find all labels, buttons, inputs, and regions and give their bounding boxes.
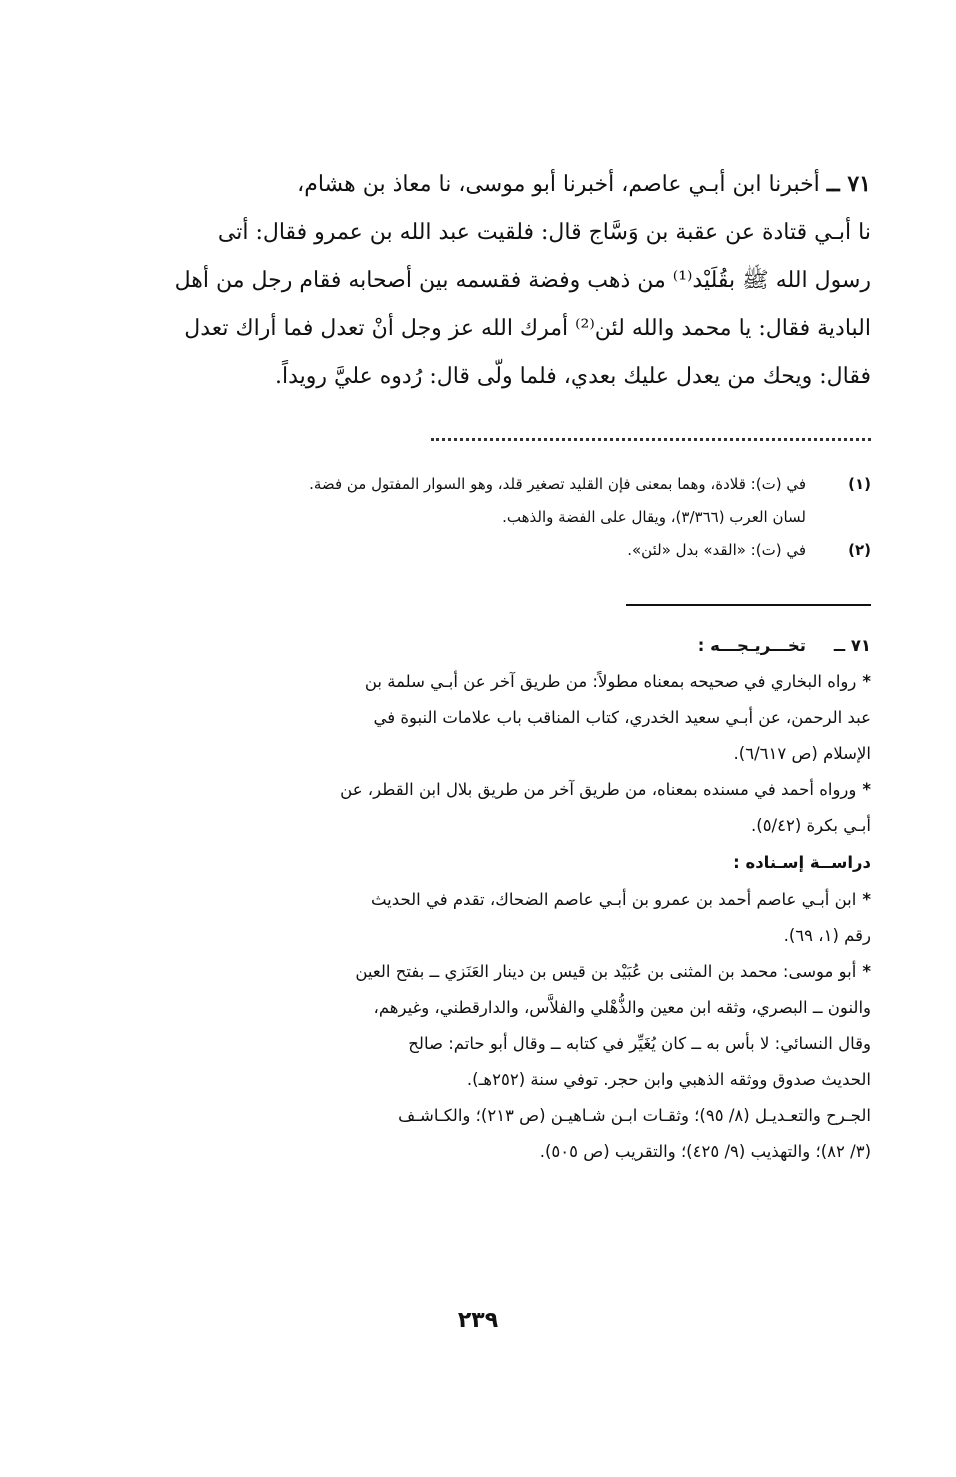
footnote: [81, 468, 871, 534]
hadith-number: ٧١ ــ: [826, 171, 871, 197]
hadith-line: نا أبـي قتادة عن عقبة بن وَسَّاج قال: فلقيت عبد الله بن عمرو فقال: أتى: [217, 220, 871, 245]
takhrij-paragraph: *ورواه أحمد في مسنده بمعناه، من طريق آخر من طريق بلال ابن القطر، عن أبـي بكرة (٥/٤٢).: [340, 780, 871, 835]
isnad-heading: دراســة إسـناده :: [733, 853, 871, 872]
commentary: [81, 628, 871, 1170]
bullet-marker: *: [862, 890, 871, 909]
hadith-line: البادية فقال: يا محمد والله لئن⁽²⁾ أمرك الله عز وجل أنْ تعدل فما أراك تعدل: [184, 316, 871, 341]
footnote-number: (١): [848, 475, 871, 493]
hadith-line: رسول الله ﷺ بقُلَيْد⁽¹⁾ من ذهب وفضة فقسمه بين أصحابه فقام رجل من أهل: [174, 268, 871, 293]
page-number: ٢٣٩: [457, 1308, 499, 1333]
references-paragraph: الجـرح والتعـديـل (٨/ ٩٥)؛ وثقـات ابـن شـاهيـن (ص ٢١٣)؛ والكـاشـف (٣/ ٨٢)؛ والتهذيب (٩/ ٤٢٥)؛ والتقريب (ص ٥٠٥).: [398, 1106, 871, 1161]
footnote: [81, 534, 871, 567]
bullet-marker: *: [862, 962, 871, 981]
isnad-paragraph: *ابن أبـي عاصم أحمد بن عمرو بن أبـي عاصم الضحاك، تقدم في الحديث رقم (١، ٦٩).: [370, 890, 871, 945]
commentary-number: ٧١ ــ: [833, 636, 871, 655]
hadith-line: فقال: ويحك من يعدل عليك بعدي، فلما ولّى قال: رُدوه عليَّ رويداً.: [275, 364, 871, 389]
takhrij-paragraph: *رواه البخاري في صحيحه بمعناه مطولاً: من طريق آخر عن أبـي سلمة بن عبد الرحمن، عن أبـي سعيد الخدري، كتاب المناقب باب علامات النبوة في الإسلام (ص ٦/٦١٧).: [364, 672, 871, 763]
footnote-number: (٢): [848, 541, 871, 559]
takhrij-title: تخـــريـجـــه :: [697, 636, 806, 655]
footnotes: [81, 468, 871, 567]
takhrij-heading: [81, 628, 871, 664]
isnad-paragraph: *أبو موسى: محمد بن المثنى بن عُبَيْد بن قيس بن دينار العَنَزي ــ بفتح العين والنون ــ البصري، وثقه ابن معين والذُّهْلي والفلاَّس، والدارقطني، وغيرهم، وقال النسائي: لا بأس به ــ كان يُغَيِّر في كتابه ــ وقال أبو حاتم: صالح الحديث صدوق ووثقه الذهبي وابن حجر. توفي سنة (٢٥٢هـ).: [355, 962, 871, 1089]
footnote-separator: [431, 438, 871, 441]
hadith-text: [81, 160, 871, 401]
hadith-line: ٧١ ــ أخبرنا ابن أبـي عاصم، أخبرنا أبو موسى، نا معاذ بن هشام،: [297, 171, 871, 197]
footnote-text: في (ت): قلادة، وهما بمعنى فإن القليد تصغير قلد، وهو السوار المفتول من فضة. لسان العرب (٣/٣٦٦)، ويقال على الفضة والذهب.: [309, 475, 806, 526]
bullet-marker: *: [862, 672, 871, 691]
bullet-marker: *: [862, 780, 871, 799]
footnote-text: في (ت): «القد» بدل «لئن».: [627, 541, 806, 559]
section-divider: [626, 604, 871, 606]
